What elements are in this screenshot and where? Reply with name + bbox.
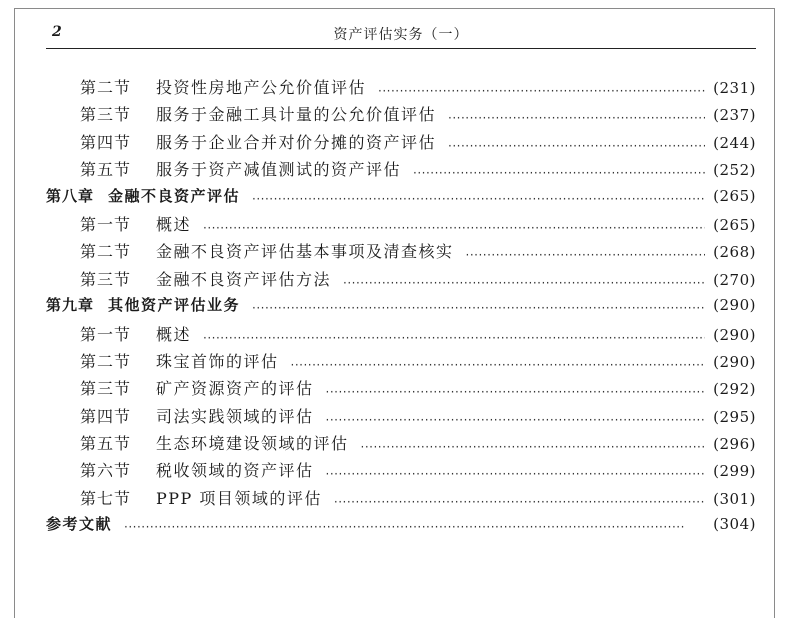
dot-leader bbox=[448, 135, 705, 151]
toc-entry-page: (290) bbox=[713, 352, 756, 371]
toc-entry-page: (268) bbox=[713, 243, 756, 262]
toc-section-entry[interactable] bbox=[46, 130, 756, 157]
dot-leader bbox=[413, 162, 705, 178]
toc-entry-title: 投资性房地产公允价值评估 bbox=[156, 78, 367, 97]
toc-entry-title: 生态环境建设领域的评估 bbox=[156, 434, 349, 454]
toc-entry-title: 服务于金融工具计量的公允价值评估 bbox=[156, 105, 437, 125]
toc-entry-page: (295) bbox=[713, 407, 756, 426]
toc-section-entry[interactable] bbox=[46, 431, 756, 458]
toc-entry-number: 第三节 bbox=[80, 105, 132, 125]
toc-entry-page: (237) bbox=[713, 106, 756, 125]
toc-entry-page: (292) bbox=[713, 380, 756, 399]
toc-entry-title: 税收领域的资产评估 bbox=[156, 461, 314, 481]
dot-leader bbox=[378, 80, 705, 96]
toc-entry-page: (244) bbox=[713, 133, 756, 152]
toc-entry-number: 第一节 bbox=[80, 214, 132, 234]
dot-leader bbox=[326, 409, 706, 425]
toc-section-entry[interactable] bbox=[46, 486, 756, 513]
toc-entry-number: 第四节 bbox=[80, 132, 132, 152]
toc-entry-number: 第八章 bbox=[46, 186, 95, 205]
page-number: 2 bbox=[52, 24, 62, 40]
toc-entry-title: 金融不良资产评估 bbox=[108, 186, 241, 205]
toc-chapter-entry[interactable] bbox=[46, 185, 756, 212]
toc-section-entry[interactable] bbox=[46, 212, 756, 239]
toc-entry-title: 金融不良资产评估基本事项及清查核实 bbox=[156, 242, 454, 262]
dot-leader bbox=[291, 354, 706, 370]
toc-entry-page: (304) bbox=[713, 515, 756, 534]
toc-entry-title: 珠宝首饰的评估 bbox=[156, 351, 279, 371]
toc-entry-page: (301) bbox=[713, 489, 756, 508]
running-title: 资产评估实务（一） bbox=[333, 27, 469, 43]
toc-entry-number: 第二节 bbox=[80, 78, 132, 97]
dot-leader bbox=[203, 327, 705, 343]
toc-chapter-entry[interactable] bbox=[46, 294, 756, 321]
toc-entry-title: 金融不良资产评估方法 bbox=[156, 269, 332, 289]
toc-section-entry[interactable] bbox=[46, 322, 756, 349]
dot-leader bbox=[252, 298, 705, 313]
toc-entry-number: 第二节 bbox=[80, 351, 132, 371]
toc-entry-number: 第六节 bbox=[80, 461, 132, 481]
toc-entry-page: (270) bbox=[713, 270, 756, 289]
toc-entry-page: (252) bbox=[713, 161, 756, 180]
dot-leader bbox=[203, 217, 705, 233]
toc-entry-title: 概述 bbox=[156, 324, 192, 344]
dot-leader bbox=[326, 463, 706, 479]
toc-section-entry[interactable] bbox=[46, 239, 756, 266]
dot-leader bbox=[334, 491, 705, 507]
dot-leader bbox=[343, 272, 705, 288]
toc-entry-page: (290) bbox=[713, 296, 756, 315]
toc-section-entry[interactable] bbox=[46, 349, 756, 376]
toc-entry-title: PPP 项目领域的评估 bbox=[156, 488, 322, 508]
toc-entry-page: (231) bbox=[713, 79, 756, 97]
toc-section-entry[interactable] bbox=[46, 102, 756, 129]
table-of-contents bbox=[46, 75, 756, 541]
dot-leader bbox=[326, 381, 706, 397]
dot-leader bbox=[448, 107, 705, 123]
toc-entry-title: 服务于企业合并对价分摊的资产评估 bbox=[156, 132, 437, 152]
dot-leader bbox=[466, 244, 706, 260]
dot-leader bbox=[124, 517, 705, 532]
toc-section-entry[interactable] bbox=[46, 75, 756, 102]
toc-entry-page: (296) bbox=[713, 435, 756, 454]
dot-leader bbox=[361, 436, 706, 452]
toc-chapter-entry[interactable] bbox=[46, 513, 756, 540]
toc-section-entry[interactable] bbox=[46, 458, 756, 485]
dot-leader bbox=[252, 189, 705, 204]
toc-entry-number: 第四节 bbox=[80, 406, 132, 426]
toc-entry-title: 服务于资产减值测试的资产评估 bbox=[156, 160, 402, 180]
toc-entry-page: (265) bbox=[713, 186, 756, 205]
toc-entry-number: 第一节 bbox=[80, 324, 132, 344]
toc-entry-title: 矿产资源资产的评估 bbox=[156, 379, 314, 399]
toc-entry-number: 第三节 bbox=[80, 269, 132, 289]
toc-entry-page: (290) bbox=[713, 325, 756, 344]
toc-entry-page: (299) bbox=[713, 462, 756, 481]
toc-section-entry[interactable] bbox=[46, 267, 756, 294]
toc-section-entry[interactable] bbox=[46, 404, 756, 431]
toc-section-entry[interactable] bbox=[46, 376, 756, 403]
toc-entry-title: 其他资产评估业务 bbox=[108, 296, 241, 315]
toc-entry-number: 第三节 bbox=[80, 379, 132, 399]
toc-entry-number: 第五节 bbox=[80, 160, 132, 180]
toc-entry-title: 概述 bbox=[156, 214, 192, 234]
toc-section-entry[interactable] bbox=[46, 157, 756, 184]
toc-entry-page: (265) bbox=[713, 215, 756, 234]
toc-entry-number: 第九章 bbox=[46, 296, 95, 315]
toc-entry-title: 司法实践领域的评估 bbox=[156, 406, 314, 426]
toc-entry-number: 第二节 bbox=[80, 242, 132, 262]
page-header bbox=[46, 18, 756, 49]
toc-entry-number: 第五节 bbox=[80, 434, 132, 454]
toc-entry-title: 参考文献 bbox=[46, 515, 113, 534]
toc-entry-number: 第七节 bbox=[80, 488, 132, 508]
